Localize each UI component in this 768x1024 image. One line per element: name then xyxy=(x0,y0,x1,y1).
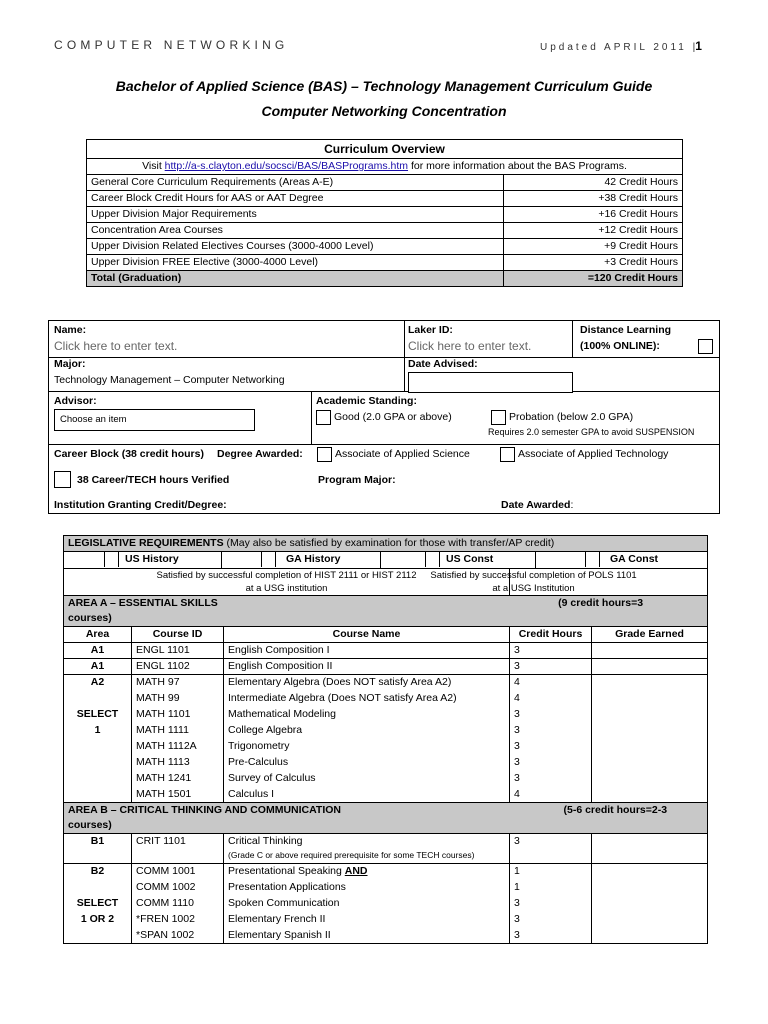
overview-row-label: General Core Curriculum Requirements (Areas A-E) xyxy=(87,175,504,191)
aat-label: Associate of Applied Technology xyxy=(518,448,669,460)
grade-cell[interactable] xyxy=(592,864,708,880)
us-history-checkbox[interactable] xyxy=(104,552,119,567)
ga-history-label: GA History xyxy=(286,553,341,565)
overview-title: Curriculum Overview xyxy=(87,140,683,159)
total-value: =120 Credit Hours xyxy=(504,271,683,287)
laker-id-label: Laker ID: xyxy=(408,324,453,336)
table-row: A1 ENGL 1101 English Composition I 3 xyxy=(64,643,708,659)
overview-row-label: Upper Division FREE Elective (3000-4000 Level) xyxy=(87,255,504,271)
overview-row-value: 42 Credit Hours xyxy=(504,175,683,191)
table-row: MATH 1501 Calculus I 4 xyxy=(64,787,708,803)
table-row: MATH 99 Intermediate Algebra (Does NOT satisfy Area A2) 4 xyxy=(64,691,708,707)
table-row: SELECT MATH 1101 Mathematical Modeling 3 xyxy=(64,707,708,723)
overview-row xyxy=(87,239,683,255)
name-input[interactable]: Click here to enter text. xyxy=(54,339,178,353)
major-label: Major: xyxy=(54,358,86,370)
running-header-updated: Updated APRIL 2011 |1 xyxy=(540,39,702,53)
table-row: A2 MATH 97 Elementary Algebra (Does NOT satisfy Area A2) 4 xyxy=(64,675,708,691)
probation-checkbox[interactable] xyxy=(491,410,506,425)
laker-id-input[interactable]: Click here to enter text. xyxy=(408,339,532,353)
col-grade-earned: Grade Earned xyxy=(592,627,708,643)
area-a-title: AREA A – ESSENTIAL SKILLS xyxy=(68,597,218,609)
name-label: Name: xyxy=(54,324,87,336)
overview-row-value: +3 Credit Hours xyxy=(504,255,683,271)
table-row: 1 OR 2 *FREN 1002 Elementary French II 3 xyxy=(64,912,708,928)
bas-programs-link[interactable]: http://a-s.clayton.edu/socsci/BAS/BASPrograms.htm xyxy=(164,160,409,172)
col-area: Area xyxy=(64,627,132,643)
curriculum-overview-table xyxy=(86,139,683,287)
ga-const-checkbox[interactable] xyxy=(585,552,600,567)
advisor-select-value: Choose an item xyxy=(60,414,127,425)
visit-suffix: for more information about the BAS Programs. xyxy=(410,160,627,172)
visit-prefix: Visit xyxy=(142,160,162,172)
advisor-label: Advisor: xyxy=(54,395,97,407)
table-row: MATH 1241 Survey of Calculus 3 xyxy=(64,771,708,787)
overview-row-value: +9 Credit Hours xyxy=(504,239,683,255)
table-row: MATH 1112A Trigonometry 3 xyxy=(64,739,708,755)
date-awarded-label: Date Awarded: xyxy=(501,499,574,511)
date-advised-label: Date Advised: xyxy=(408,358,478,370)
table-row: MATH 1113 Pre-Calculus 3 xyxy=(64,755,708,771)
overview-row xyxy=(87,223,683,239)
academic-standing-label: Academic Standing: xyxy=(316,395,417,407)
area-b-hours-cont: courses) xyxy=(68,819,112,831)
document-title: Bachelor of Applied Science (BAS) – Technology Management Curriculum Guide xyxy=(115,78,653,94)
grade-cell[interactable] xyxy=(592,834,708,864)
column-header-row xyxy=(64,627,708,643)
legislative-items-row xyxy=(64,552,708,569)
col-credit-hours: Credit Hours xyxy=(510,627,592,643)
updated-date: Updated APRIL 2011 xyxy=(540,42,687,53)
date-advised-input[interactable] xyxy=(408,372,573,393)
aat-checkbox[interactable] xyxy=(500,447,515,462)
area-a-hours: (9 credit hours=3 xyxy=(558,597,644,609)
total-label: Total (Graduation) xyxy=(87,271,504,287)
grade-cell[interactable] xyxy=(592,659,708,675)
table-row: A1 ENGL 1102 English Composition II 3 xyxy=(64,659,708,675)
overview-row-label: Upper Division Related Electives Courses (3000-4000 Level) xyxy=(87,239,504,255)
b1-course-note: (Grade C or above required prerequisite for some TECH courses) xyxy=(228,850,475,860)
constitution-note: Satisfied by successful completion of POLS 1101 at a USG Institution xyxy=(510,569,708,596)
institution-label: Institution Granting Credit/Degree: xyxy=(54,499,227,511)
verified-label: 38 Career/TECH hours Verified xyxy=(77,474,230,486)
overview-row xyxy=(87,207,683,223)
distance-learning-checkbox[interactable] xyxy=(698,339,713,354)
area-requirements-table xyxy=(63,535,708,944)
student-info-form xyxy=(48,320,720,514)
overview-total-row xyxy=(87,271,683,287)
legislative-subtitle: (May also be satisfied by examination for those with transfer/AP credit) xyxy=(226,537,555,549)
area-a-header-row xyxy=(64,596,708,627)
area-b-title: AREA B – CRITICAL THINKING AND COMMUNICATION xyxy=(68,804,341,816)
legislative-header-row xyxy=(64,536,708,552)
aas-checkbox[interactable] xyxy=(317,447,332,462)
advisor-select[interactable] xyxy=(54,409,255,431)
grade-cell[interactable] xyxy=(592,643,708,659)
overview-row-label: Career Block Credit Hours for AAS or AAT Degree xyxy=(87,191,504,207)
overview-row-value: +38 Credit Hours xyxy=(504,191,683,207)
overview-row xyxy=(87,191,683,207)
table-row: 1 MATH 1111 College Algebra 3 xyxy=(64,723,708,739)
probation-note: Requires 2.0 semester GPA to avoid SUSPENSION xyxy=(488,427,695,437)
degree-awarded-label: Degree Awarded: xyxy=(217,448,303,460)
good-standing-label: Good (2.0 GPA or above) xyxy=(334,411,452,423)
overview-visit-row xyxy=(87,159,683,175)
overview-row xyxy=(87,255,683,271)
b1-course-name: Critical Thinking xyxy=(228,835,303,847)
ga-const-label: GA Const xyxy=(610,553,659,565)
probation-label: Probation (below 2.0 GPA) xyxy=(509,411,634,423)
overview-row-label: Upper Division Major Requirements xyxy=(87,207,504,223)
area-b-header-row xyxy=(64,803,708,834)
col-course-name: Course Name xyxy=(224,627,510,643)
overview-row xyxy=(87,175,683,191)
us-history-label: US History xyxy=(125,553,179,565)
table-row: B2 COMM 1001 Presentational Speaking AND 1 xyxy=(64,864,708,880)
aas-label: Associate of Applied Science xyxy=(335,448,470,460)
running-header-title: COMPUTER NETWORKING xyxy=(54,38,289,52)
history-note: Satisfied by successful completion of HIST 2111 or HIST 2112 at a USG institution xyxy=(64,569,510,596)
overview-row-value: +12 Credit Hours xyxy=(504,223,683,239)
document-subtitle: Computer Networking Concentration xyxy=(261,103,507,119)
page-number: 1 xyxy=(695,39,702,53)
verified-checkbox[interactable] xyxy=(54,471,71,488)
us-const-checkbox[interactable] xyxy=(425,552,440,567)
col-course-id: Course ID xyxy=(132,627,224,643)
distance-learning-sublabel: (100% ONLINE): xyxy=(580,340,660,352)
area-a-hours-cont: courses) xyxy=(68,612,112,624)
major-value: Technology Management – Computer Networking xyxy=(54,374,285,386)
career-block-label: Career Block (38 credit hours) xyxy=(54,448,204,460)
overview-row-label: Concentration Area Courses xyxy=(87,223,504,239)
legislative-notes-row xyxy=(64,569,708,596)
table-row: COMM 1002 Presentation Applications 1 xyxy=(64,880,708,896)
area-b-hours: (5-6 credit hours=2-3 xyxy=(563,804,668,816)
grade-cell[interactable] xyxy=(592,675,708,691)
table-row: B1 CRIT 1101 Critical Thinking (Grade C or above required prerequisite for some TECH courses) 3 xyxy=(64,834,708,864)
legislative-title: LEGISLATIVE REQUIREMENTS xyxy=(68,537,224,549)
ga-history-checkbox[interactable] xyxy=(261,552,276,567)
us-const-label: US Const xyxy=(446,553,494,565)
program-major-label: Program Major: xyxy=(318,474,396,486)
table-row: *SPAN 1002 Elementary Spanish II 3 xyxy=(64,928,708,944)
table-row: SELECT COMM 1110 Spoken Communication 3 xyxy=(64,896,708,912)
good-standing-checkbox[interactable] xyxy=(316,410,331,425)
distance-learning-label: Distance Learning xyxy=(580,324,672,336)
overview-row-value: +16 Credit Hours xyxy=(504,207,683,223)
